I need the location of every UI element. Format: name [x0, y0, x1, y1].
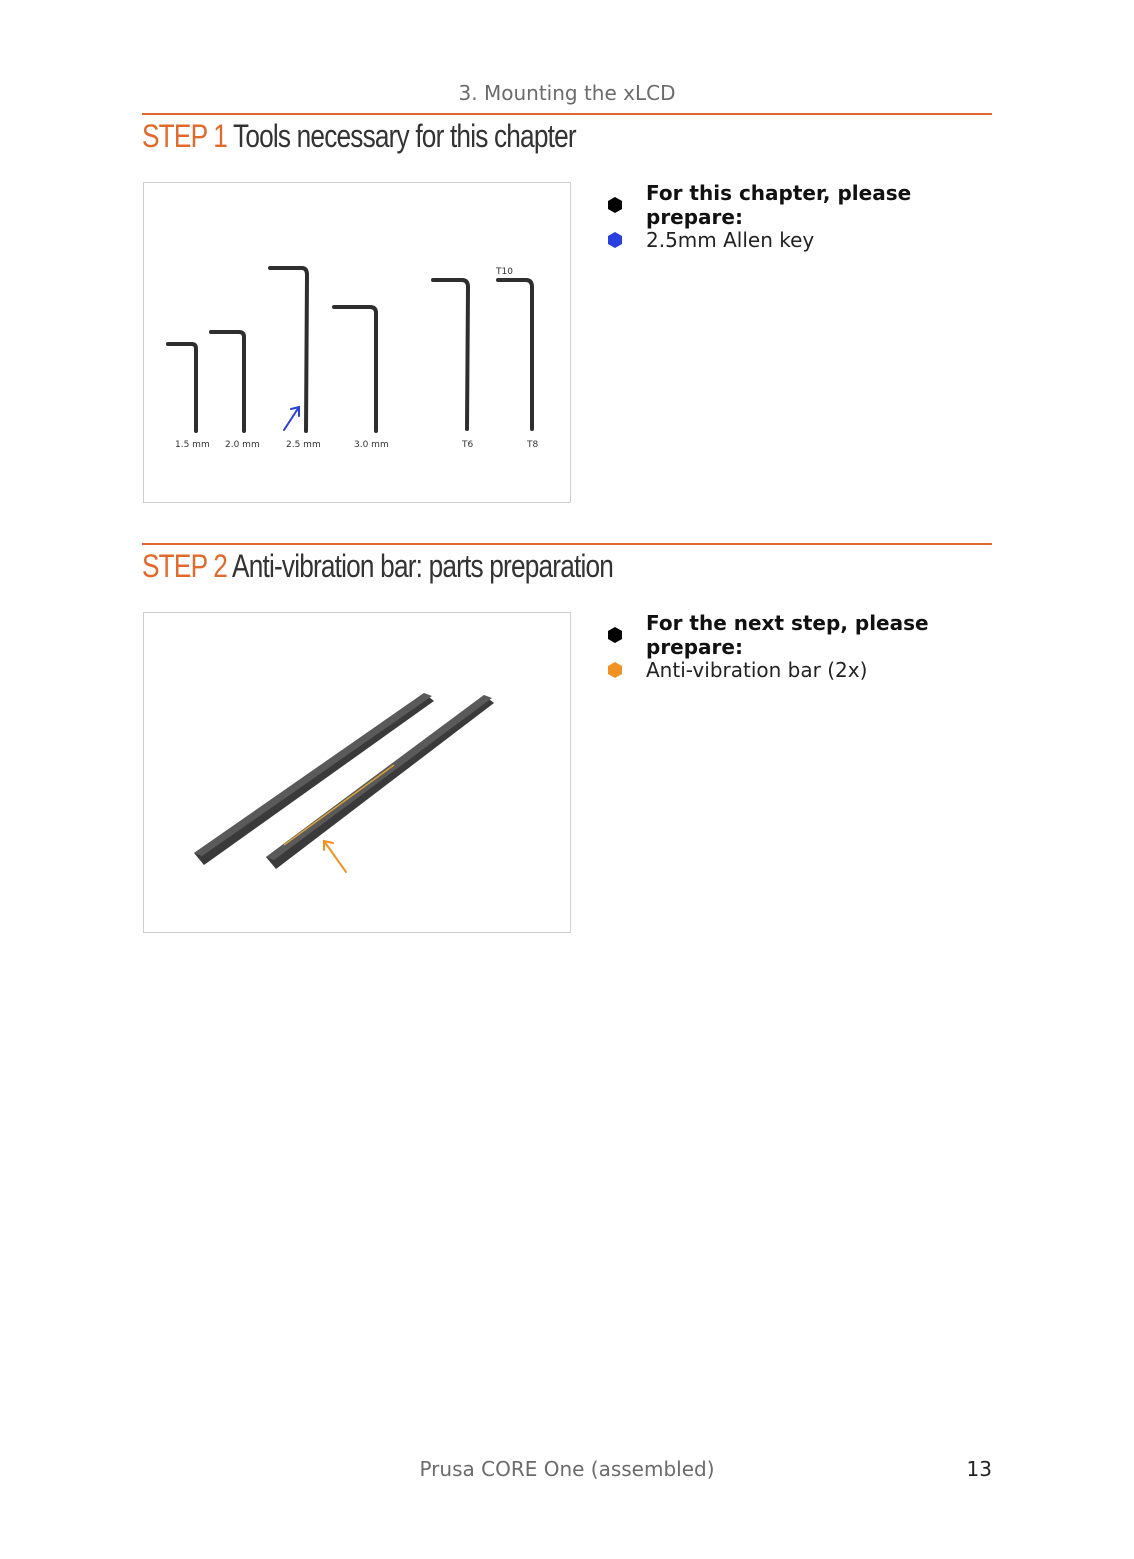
key-2-5mm [270, 268, 307, 431]
bullet-text: For the next step, please prepare: [646, 610, 929, 659]
footer-document-title: Prusa CORE One (assembled) [419, 1457, 715, 1481]
chapter-title: 3. Mounting the xLCD [458, 81, 676, 105]
key-t6 [433, 280, 468, 429]
bullet-text: Anti-vibration bar (2x) [646, 657, 868, 682]
label-t8: T8 [527, 440, 539, 450]
step-1-label: STEP 1 [142, 118, 228, 154]
step-2-title: Anti-vibration bar: parts preparation [232, 548, 614, 584]
hexagon-bullet-icon [606, 231, 624, 249]
step-1-divider [142, 113, 992, 115]
allen-keys-illustration [144, 183, 570, 502]
step-1-bullet-list [606, 180, 986, 257]
key-3-0mm [334, 307, 376, 431]
step-2-heading [142, 548, 613, 585]
step-2-label: STEP 2 [142, 548, 228, 584]
key-1-5mm [168, 344, 196, 431]
label-2-0mm: 2.0 mm [225, 440, 260, 450]
bullet-text: For this chapter, please prepare: [646, 180, 912, 229]
step-1-heading [142, 118, 576, 155]
label-t10: T10 [496, 267, 513, 277]
step-1-bullet-header [606, 180, 986, 229]
key-t8 [498, 280, 532, 429]
step-2-bullet-header [606, 610, 986, 659]
step-1-photo-allen-keys[interactable] [143, 182, 571, 503]
step-2-photo-anti-vibration-bars[interactable] [143, 612, 571, 933]
arrow-icon-blue [284, 407, 299, 430]
hexagon-bullet-icon [606, 196, 624, 214]
arrow-icon-orange [324, 841, 346, 872]
label-t6: T6 [462, 440, 474, 450]
page-number: 13 [966, 1457, 992, 1481]
label-2-5mm: 2.5 mm [286, 440, 321, 450]
anti-vibration-bars-illustration [144, 613, 570, 932]
hexagon-bullet-icon [606, 626, 624, 644]
step-1-title: Tools necessary for this chapter [233, 118, 576, 154]
bullet-text: 2.5mm Allen key [646, 227, 815, 252]
label-1-5mm: 1.5 mm [175, 440, 210, 450]
key-2-0mm [211, 332, 244, 431]
hexagon-bullet-icon [606, 661, 624, 679]
step-2-bullet-list [606, 610, 986, 687]
step-2-divider [142, 543, 992, 545]
label-3-0mm: 3.0 mm [354, 440, 389, 450]
